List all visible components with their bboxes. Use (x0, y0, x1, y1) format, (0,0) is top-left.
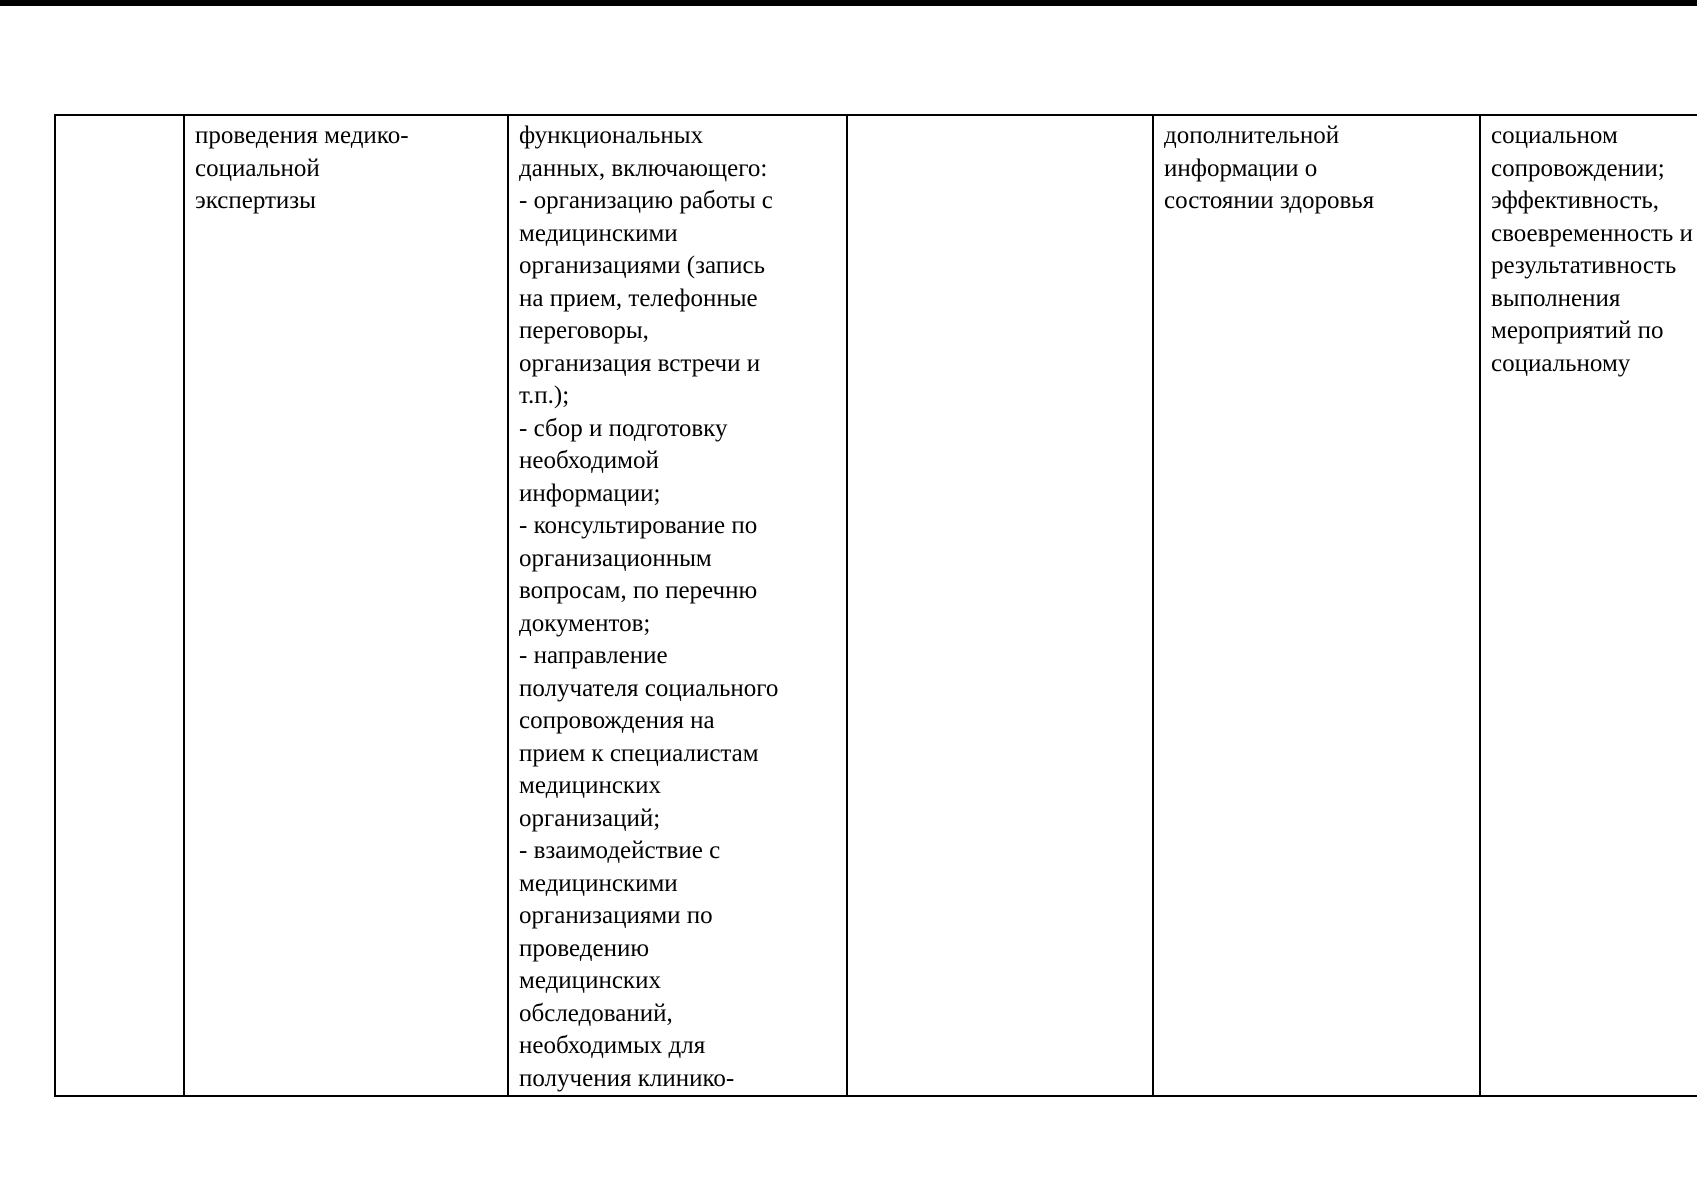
table-row (55, 115, 1697, 1096)
top-border-line (0, 0, 1697, 6)
table-cell-empty (847, 115, 1153, 1096)
table-cell-service-content: функциональных данных, включающего: - организацию работы с медицинскими организациями (запись на прием, телефонные переговоры, организация встречи и т.п.); - сбор и подготовку необходимой информации; - консультирование по организационным вопросам, по перечню документов; - направление получателя социального сопровождения на прием к специалистам медицинских организаций; - взаимодействие с медицинскими организациями по проведению медицинских обследований, необходимых для получения клинико- (508, 115, 847, 1096)
table-cell-number (55, 115, 184, 1096)
table-cell-quality-indicators: социальном сопровождении; эффективность, своевременность и результативность выполнения мероприятий по социальному (1480, 115, 1697, 1096)
services-table (54, 114, 1697, 1097)
table-cell-service-name: проведения медико- социальной экспертизы (184, 115, 508, 1096)
table-cell-conditions: дополнительной информации о состоянии здоровья (1153, 115, 1480, 1096)
